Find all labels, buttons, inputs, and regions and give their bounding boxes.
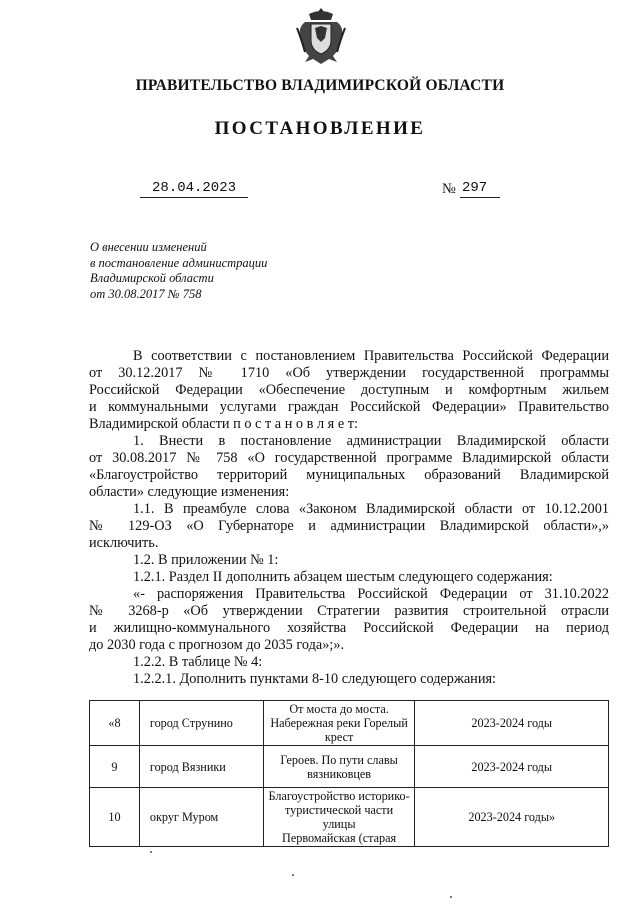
document-number: 297 [460,180,500,198]
paragraph-line: № 3268-р «Об утверждении Стратегии развития строительной отрасли [89,603,609,619]
paragraph-line: до 2030 года с прогнозом до 2035 года»;». [89,637,345,653]
data-table [89,700,609,847]
number-sign: № [442,181,456,197]
row-place: город Струнино [139,701,263,746]
row-number: 10 [90,788,140,847]
object-line: Первомайская (старая [282,831,397,845]
paragraph-line: 1.2.2. В таблице № 4: [133,654,263,670]
document-subject [90,240,267,302]
scan-speck [292,874,294,876]
paragraph-line: Российской Федерации «Обеспечение доступным и комфортным жильем [89,382,609,398]
object-line: крест [324,730,354,744]
paragraph-line: «- распоряжения Правительства Российской Федерации от 31.10.2022 [133,586,609,602]
row-number: «8 [90,701,140,746]
object-line: Героев. По пути славы [280,752,398,767]
row-place: город Вязники [139,746,263,788]
object-line: От моста до моста. [289,702,389,716]
paragraph-line: Владимирской области п о с т а н о в л я е т: [89,416,358,432]
row-object [263,746,415,788]
row-object [263,701,415,746]
paragraph-line: № 129-ОЗ «О Губернаторе и администрации Владимирской области»,» [89,518,609,534]
row-place: округ Муром [139,788,263,847]
row-period: 2023-2024 годы [415,746,609,788]
object-line: вязниковцев [307,766,372,781]
subject-line: в постановление администрации [90,255,268,270]
paragraph-line: и коммунальными услугами граждан Российской Федерации» Правительство [89,399,609,415]
coat-of-arms-icon [295,6,347,66]
object-line: туристической части улицы [285,803,394,831]
paragraph-line: от 30.12.2017 № 1710 «Об утверждении государственной программы [89,365,609,381]
subject-line: от 30.08.2017 № 758 [90,286,202,301]
paragraph-line: 1.2.2.1. Дополнить пунктами 8-10 следующего содержания: [133,671,497,687]
table-row [90,746,609,788]
document-body [89,348,609,688]
scan-speck [150,851,152,853]
document-date: 28.04.2023 [140,180,248,198]
document-type: ПОСТАНОВЛЕНИЕ [214,118,426,139]
table-row [90,701,609,746]
table-row [90,788,609,847]
subject-line: О внесении изменений [90,240,207,254]
government-title: ПРАВИТЕЛЬСТВО ВЛАДИМИРСКОЙ ОБЛАСТИ [135,77,505,94]
paragraph-line: 1.2. В приложении № 1: [133,552,279,568]
paragraph-line: 1. Внести в постановление администрации Владимирской области [133,433,609,449]
paragraph-line: 1.2.1. Раздел II дополнить абзацем шестым следующего содержания: [133,569,553,585]
row-number: 9 [90,746,140,788]
paragraph-line: 1.1. В преамбуле слова «Законом Владимирской области от 10.12.2001 [133,501,609,517]
row-period: 2023-2024 годы [415,701,609,746]
paragraph-line: В соответствии с постановлением Правительства Российской Федерации [133,348,609,364]
row-period: 2023-2024 годы» [415,788,609,847]
row-object [263,788,415,847]
scan-speck [450,896,452,898]
paragraph-line: и жилищно-коммунального хозяйства Российской Федерации на период [89,620,609,636]
object-line: Благоустройство историко- [268,789,410,803]
object-line: Набережная реки Горелый [270,716,408,730]
paragraph-line: исключить. [89,535,159,551]
paragraph-line: области» следующие изменения: [89,484,290,500]
paragraph-line: «Благоустройство территорий муниципальных образований Владимирской [89,467,609,483]
subject-line: Владимирской области [90,271,214,285]
paragraph-line: от 30.08.2017 № 758 «О государственной программе Владимирской области [89,450,609,466]
